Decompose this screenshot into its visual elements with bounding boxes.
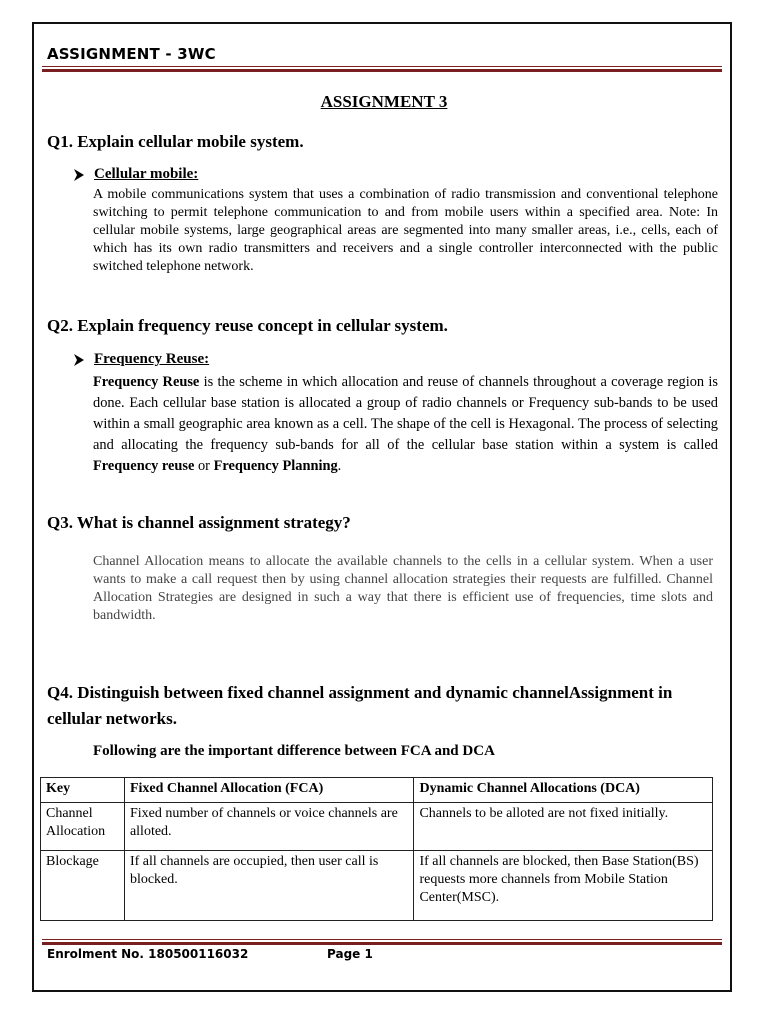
table-cell: Fixed number of channels or voice channels are alloted. [124,803,414,851]
table-cell: If all channels are blocked, then Base Station(BS) requests more channels from Mobile Station Center(MSC). [414,851,713,921]
q2-term: Frequency Reuse [93,374,200,390]
question-2: Q2. Explain frequency reuse concept in cellular system. [47,316,448,335]
q2-text: is the scheme in which allocation and reuse of channels throughout a coverage region is done. Each cellular base station is allocated a group of radio channels or Frequency sub-bands to be used within a small geographic area known as a cell. The shape of the cell is Hexagonal. The process of selecting and allocating the frequency sub-bands for all of the cellular base station within a system is called [93,374,718,453]
table-header-cell: Fixed Channel Allocation (FCA) [124,778,414,803]
table-cell: Channel Allocation [41,803,125,851]
q1-subheading-label: Cellular mobile: [94,166,199,182]
question-1: Q1. Explain cellular mobile system. [47,132,304,151]
footer-rule [42,939,722,945]
table-header-row [41,778,713,803]
page-title: ASSIGNMENT 3 [320,92,448,111]
q1-paragraph: A mobile communications system that uses a combination of radio transmission and conventional telephone switching to permit telephone communication to and from mobile users within a specified area. Note: In cellular mobile systems, large geographical areas are segmented into many smaller areas, i.e., cells, each of which has its own radio transmitters and receivers and a single controller interconnected with the public switched telephone network. [93,187,718,274]
table-row [41,851,713,921]
q1-subheading [72,166,198,183]
q2-paragraph [93,372,718,477]
footer-page-number: Page 1 [327,947,373,961]
q2-or: or [194,458,214,474]
comparison-table [40,777,713,921]
q2-subheading-label: Frequency Reuse: [94,351,210,367]
q4-intro: Following are the important difference between FCA and DCA [93,743,495,759]
question-3: Q3. What is channel assignment strategy? [47,513,351,532]
table-header-cell: Dynamic Channel Allocations (DCA) [414,778,713,803]
q2-subheading [72,351,209,368]
q3-paragraph: Channel Allocation means to allocate the available channels to the cells in a cellular system. When a user wants to make a call request then by using channel allocation strategies their requests are fulfilled. Channel Allocation Strategies are designed in such a way that there is efficient use of frequencies, time slots and bandwidth. [93,554,713,623]
arrow-bullet-icon [72,353,86,367]
header-title: ASSIGNMENT - 3WC [47,45,216,63]
table-cell: Blockage [41,851,125,921]
q2-end: . [337,458,342,474]
table-cell: Channels to be alloted are not fixed initially. [414,803,713,851]
arrow-bullet-icon [72,168,86,182]
table-row [41,803,713,851]
footer-enrolment: Enrolment No. 180500116032 [47,947,249,961]
q2-term3: Frequency Planning [213,458,338,474]
table-header-cell: Key [41,778,125,803]
header-rule [42,66,722,72]
question-4: Q4. Distinguish between fixed channel assignment and dynamic channelAssignment in cellular networks. [47,683,673,728]
table-cell: If all channels are occupied, then user call is blocked. [124,851,414,921]
q2-term2: Frequency reuse [93,458,195,474]
